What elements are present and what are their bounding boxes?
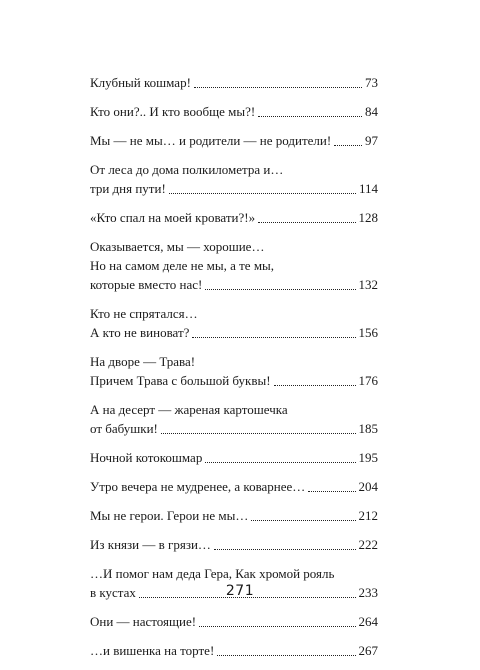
dot-leader <box>217 655 355 656</box>
toc-entry <box>90 208 378 227</box>
toc-entry-title-line: От леса до дома полкилометра и… <box>90 162 284 177</box>
toc-entry-leader-line <box>90 612 378 631</box>
toc-entry-leader-line <box>90 419 378 438</box>
dot-leader <box>161 433 356 434</box>
toc-entry <box>90 352 378 390</box>
toc-entry-title-line: Оказывается, мы — хорошие… <box>90 239 265 254</box>
dot-leader <box>214 549 356 550</box>
toc-entry-page-number: 204 <box>358 479 378 494</box>
dot-leader <box>274 385 356 386</box>
toc-entry-page-number: 264 <box>358 614 378 629</box>
toc-entry <box>90 506 378 525</box>
dot-leader <box>334 145 362 146</box>
dot-leader <box>194 87 362 88</box>
dot-leader <box>308 491 355 492</box>
toc-entry-leader-line <box>90 179 378 198</box>
toc-entry-page-number: 114 <box>358 181 378 196</box>
toc-entry <box>90 477 378 496</box>
dot-leader <box>258 222 355 223</box>
toc-entry-leader-line <box>90 371 378 390</box>
dot-leader <box>205 462 355 463</box>
toc-entry-title-line: Ночной котокошмар <box>90 450 203 465</box>
toc-entry-leader-line <box>90 448 378 467</box>
toc-entry <box>90 102 378 121</box>
dot-leader <box>258 116 362 117</box>
toc-entry-leader-line <box>90 102 378 121</box>
toc-entry-page-number: 233 <box>358 585 378 600</box>
toc-entry-page-number: 128 <box>358 210 378 225</box>
toc-entry <box>90 535 378 554</box>
toc-entry-leader-line <box>90 506 378 525</box>
toc-entry-title-line: Мы не герои. Герои не мы… <box>90 508 249 523</box>
toc-entry-title-line: «Кто спал на моей кровати?!» <box>90 210 256 225</box>
toc-entry-page-number: 97 <box>365 133 378 148</box>
toc-entry <box>90 131 378 150</box>
toc-entry-title-line: Кто они?.. И кто вообще мы?! <box>90 104 256 119</box>
toc-entry-title-line: …и вишенка на торте! <box>90 643 215 658</box>
toc-entry-leader-line <box>90 323 378 342</box>
toc-entry-leader-line <box>90 477 378 496</box>
toc-entry-leader-line <box>90 208 378 227</box>
page-number: 271 <box>225 583 255 599</box>
toc-entry-leader-line <box>90 73 378 92</box>
toc-entry <box>90 448 378 467</box>
toc-entry-leader-line <box>90 131 378 150</box>
toc-entry-leader-line <box>90 275 378 294</box>
toc-entry-page-number: 132 <box>358 277 378 292</box>
toc-entry-title-line: Клубный кошмар! <box>90 75 191 90</box>
table-of-contents <box>90 73 378 670</box>
toc-entry <box>90 160 378 198</box>
dot-leader <box>199 626 355 627</box>
toc-entry-title-line: Но на самом деле не мы, а те мы, <box>90 258 275 273</box>
dot-leader <box>169 193 356 194</box>
toc-entry-leader-line <box>90 641 378 660</box>
toc-entry-page-number: 156 <box>358 325 378 340</box>
toc-entry <box>90 73 378 92</box>
toc-entry <box>90 237 378 294</box>
dot-leader <box>205 289 355 290</box>
toc-entry-page-number: 222 <box>358 537 378 552</box>
toc-entry-page-number: 212 <box>358 508 378 523</box>
toc-entry <box>90 641 378 660</box>
toc-entry-title-line: На дворе — Трава! <box>90 354 196 369</box>
toc-entry-leader-line <box>90 535 378 554</box>
toc-entry-title-line: в кустах <box>90 585 136 600</box>
toc-entry-title-line: Кто не спрятался… <box>90 306 198 321</box>
toc-entry <box>90 400 378 438</box>
toc-entry <box>90 304 378 342</box>
toc-entry-title-line: Из князи — в грязи… <box>90 537 211 552</box>
toc-entry-page-number: 176 <box>358 373 378 388</box>
dot-leader <box>192 337 355 338</box>
toc-entry-title-line: А кто не виноват? <box>90 325 190 340</box>
toc-entry-title-line: А на десерт — жареная картошечка <box>90 402 288 417</box>
toc-entry-title-line: Утро вечера не мудренее, а коварнее… <box>90 479 306 494</box>
toc-entry-page-number: 84 <box>365 104 378 119</box>
toc-entry-title-line: Причем Трава с большой буквы! <box>90 373 271 388</box>
toc-entry-title-line: от бабушки! <box>90 421 158 436</box>
toc-entry-title-line: Мы — не мы… и родители — не родители! <box>90 133 332 148</box>
toc-entry-title-line: три дня пути! <box>90 181 166 196</box>
toc-entry-page-number: 195 <box>358 450 378 465</box>
toc-entry-title-line: Они — настоящие! <box>90 614 197 629</box>
toc-entry-title-line: …И помог нам деда Гера, Как хромой рояль <box>90 566 335 581</box>
toc-entry <box>90 612 378 631</box>
toc-entry-page-number: 267 <box>358 643 378 658</box>
dot-leader <box>251 520 355 521</box>
toc-entry-page-number: 185 <box>358 421 378 436</box>
toc-entry-page-number: 73 <box>365 75 378 90</box>
toc-entry-title-line: которые вместо нас! <box>90 277 203 292</box>
